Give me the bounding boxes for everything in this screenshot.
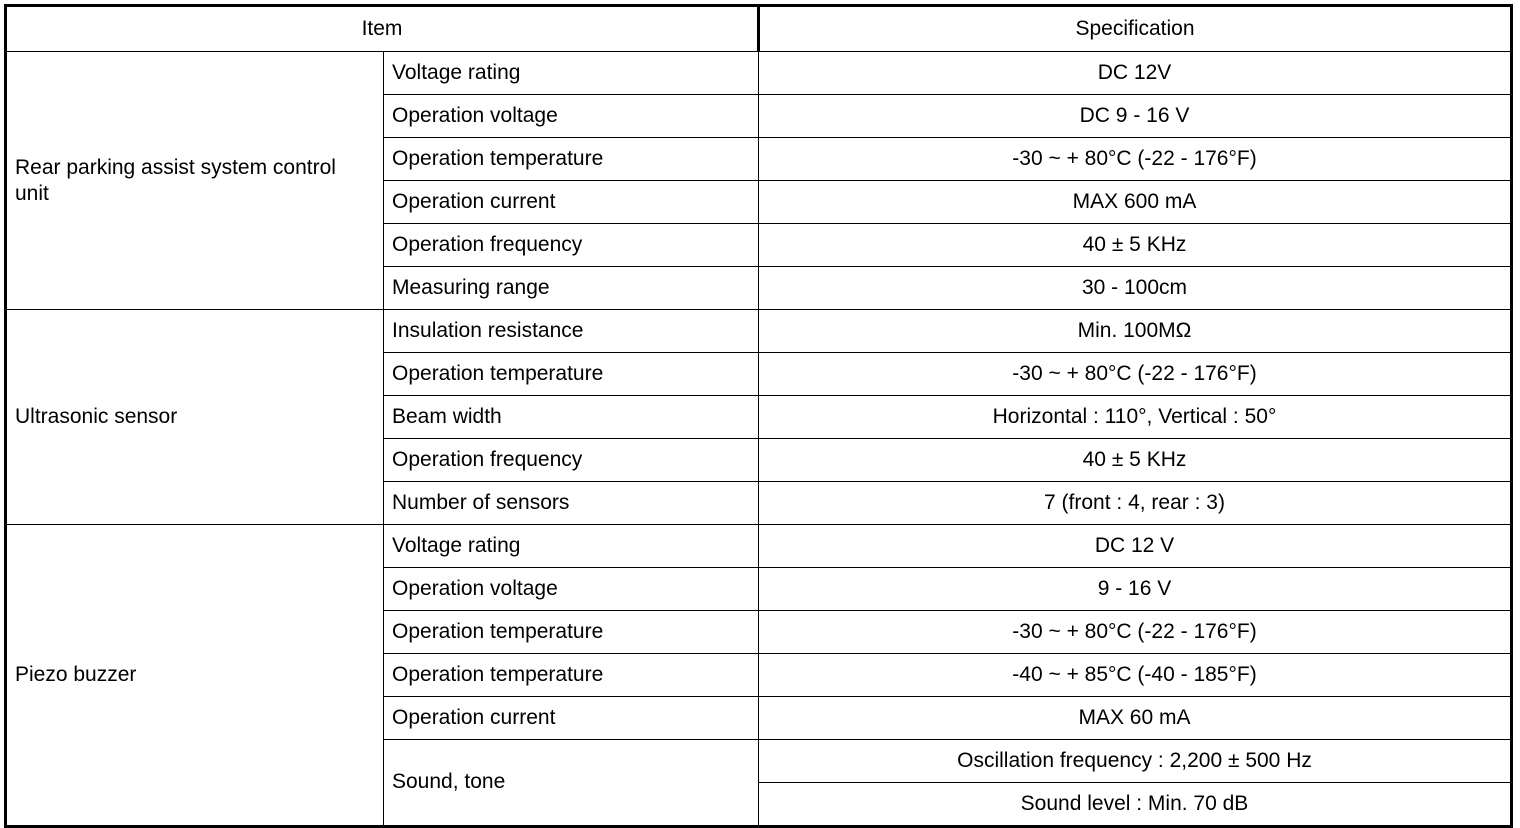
column-header-specification: Specification: [759, 6, 1512, 52]
row-value: 40 ± 5 KHz: [759, 224, 1512, 267]
row-label: Operation temperature: [384, 654, 759, 697]
row-label: Voltage rating: [384, 52, 759, 95]
row-label: Number of sensors: [384, 482, 759, 525]
row-value: Sound level : Min. 70 dB: [759, 783, 1512, 827]
row-label: Operation temperature: [384, 138, 759, 181]
table-header: [6, 6, 1512, 52]
row-value: -40 ~ + 85°C (-40 - 185°F): [759, 654, 1512, 697]
row-value: DC 12 V: [759, 525, 1512, 568]
group-label-piezo-buzzer: [6, 525, 384, 827]
column-header-item: Item: [6, 6, 759, 52]
group-label-text: Piezo buzzer: [15, 663, 137, 687]
row-label: Voltage rating: [384, 525, 759, 568]
row-label: Operation voltage: [384, 568, 759, 611]
group-label-ultrasonic-sensor: [6, 310, 384, 525]
table-row: [6, 52, 1512, 95]
row-value: 40 ± 5 KHz: [759, 439, 1512, 482]
row-value: MAX 60 mA: [759, 697, 1512, 740]
table-row: [6, 310, 1512, 353]
row-value: Oscillation frequency : 2,200 ± 500 Hz: [759, 740, 1512, 783]
row-value: -30 ~ + 80°C (-22 - 176°F): [759, 353, 1512, 396]
row-label: Operation current: [384, 181, 759, 224]
row-label: Operation frequency: [384, 224, 759, 267]
row-value: 9 - 16 V: [759, 568, 1512, 611]
group-label-rear-parking-assist-system-control-unit: [6, 52, 384, 310]
row-value: 7 (front : 4, rear : 3): [759, 482, 1512, 525]
row-label: Sound, tone: [384, 740, 759, 827]
row-label: Beam width: [384, 396, 759, 439]
row-label: Operation frequency: [384, 439, 759, 482]
row-value: 30 - 100cm: [759, 267, 1512, 310]
row-label: Operation temperature: [384, 611, 759, 654]
table-row: [6, 525, 1512, 568]
row-value: -30 ~ + 80°C (-22 - 176°F): [759, 611, 1512, 654]
table-body: [6, 52, 1512, 827]
row-label: Operation temperature: [384, 353, 759, 396]
row-label: Operation voltage: [384, 95, 759, 138]
row-value: MAX 600 mA: [759, 181, 1512, 224]
row-value: Min. 100MΩ: [759, 310, 1512, 353]
row-value: DC 12V: [759, 52, 1512, 95]
specification-table: [4, 4, 1513, 828]
row-value: -30 ~ + 80°C (-22 - 176°F): [759, 138, 1512, 181]
group-label-text: Ultrasonic sensor: [15, 405, 178, 429]
row-label: Insulation resistance: [384, 310, 759, 353]
table-header-row: [6, 6, 1512, 52]
row-value: DC 9 - 16 V: [759, 95, 1512, 138]
row-label: Operation current: [384, 697, 759, 740]
group-label-text: Rear parking assist system control unit: [15, 155, 336, 205]
row-label: Measuring range: [384, 267, 759, 310]
row-value: Horizontal : 110°, Vertical : 50°: [759, 396, 1512, 439]
